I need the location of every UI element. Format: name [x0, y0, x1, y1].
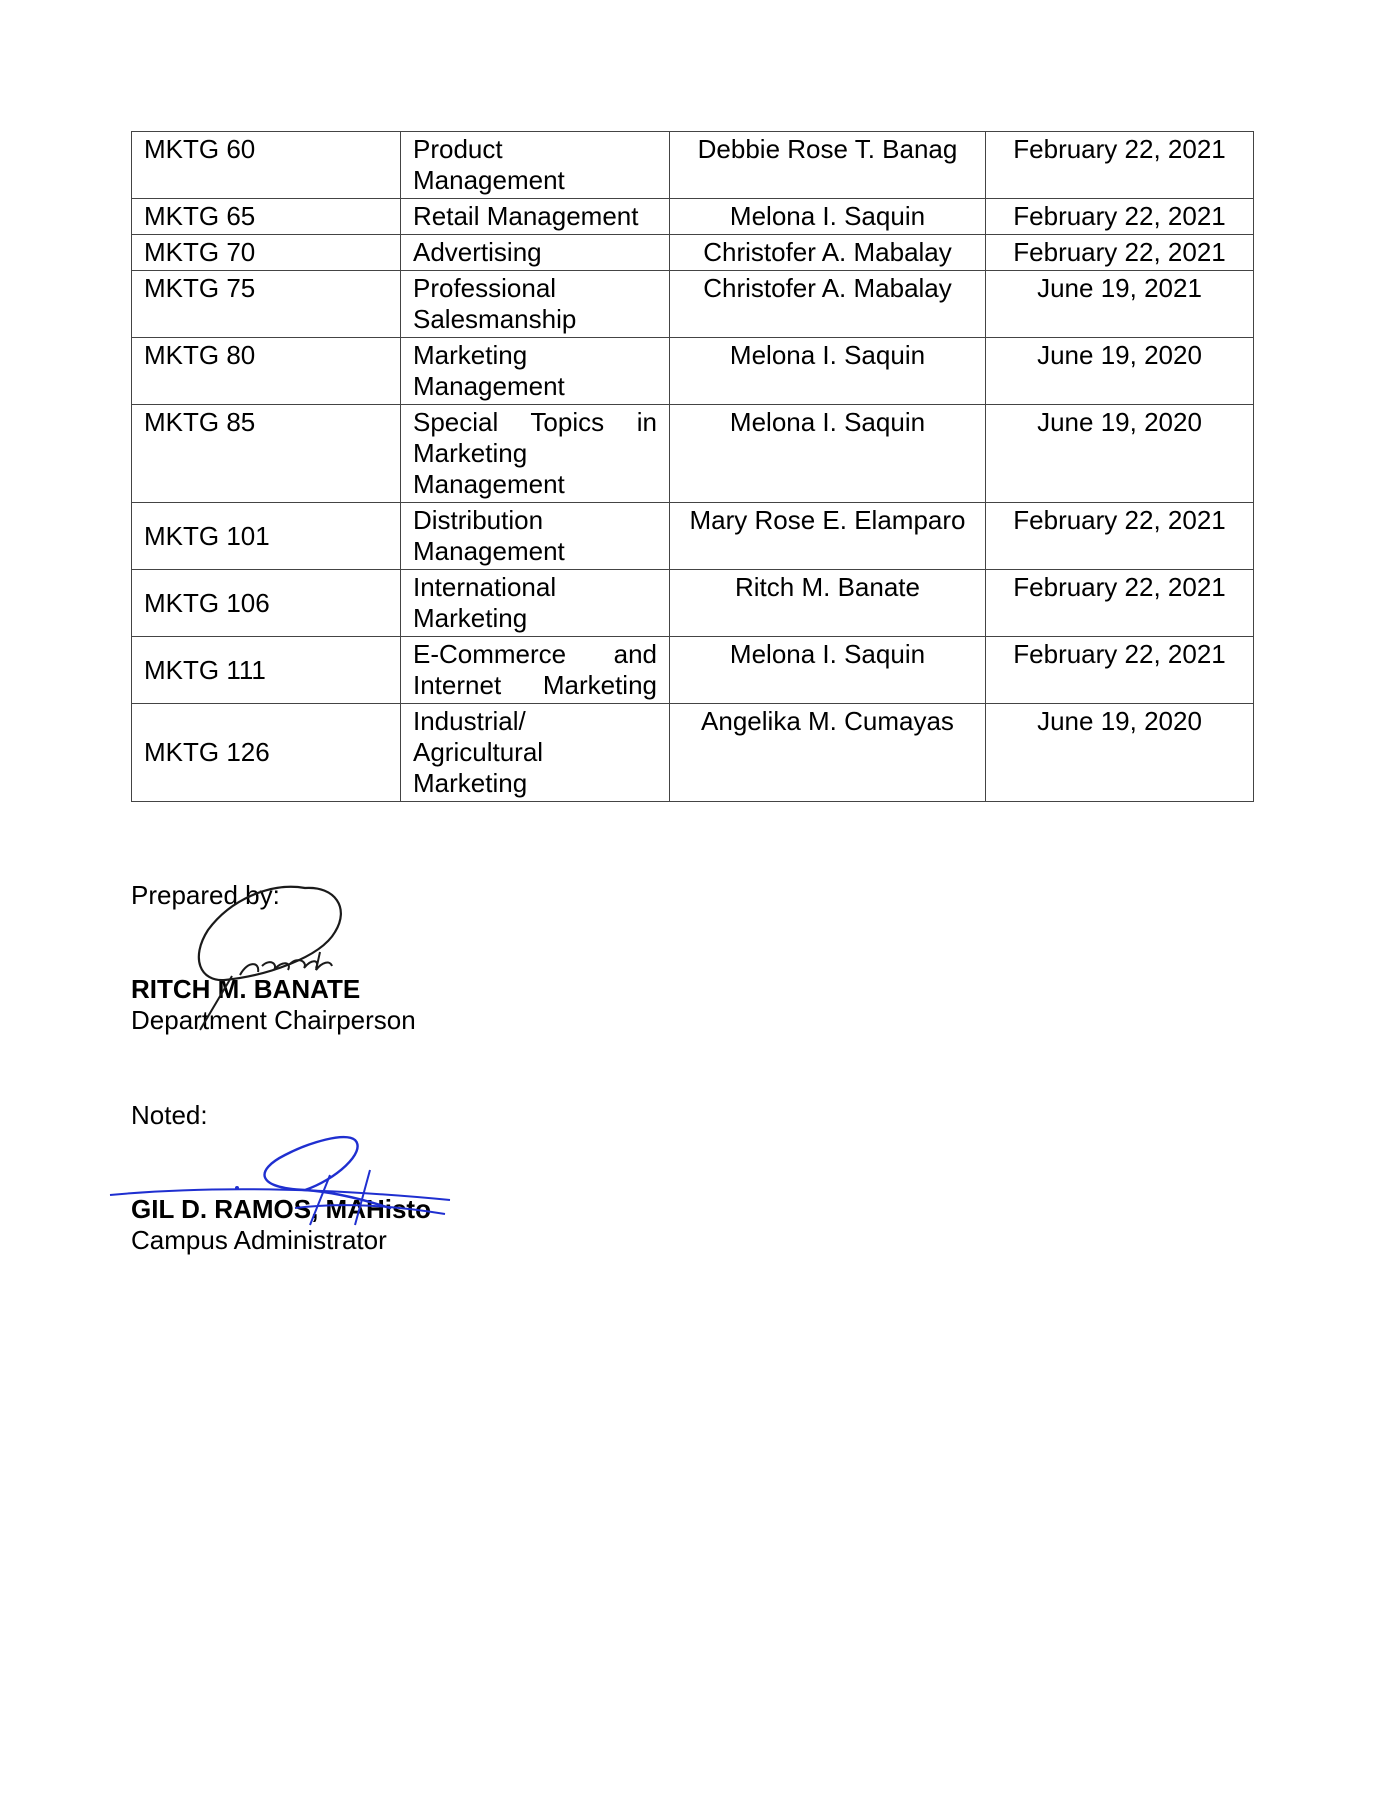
- revision-date: February 22, 2021: [986, 503, 1254, 570]
- revision-date: February 22, 2021: [986, 570, 1254, 637]
- course-title: [401, 405, 670, 503]
- instructor-name: Ritch M. Banate: [670, 570, 986, 637]
- course-title-line: Management: [413, 371, 565, 401]
- course-title-line: Salesmanship: [413, 304, 577, 334]
- revision-date: June 19, 2021: [986, 271, 1254, 338]
- course-title-line: Marketing: [413, 340, 528, 370]
- instructor-name: Christofer A. Mabalay: [670, 235, 986, 271]
- revision-date: June 19, 2020: [986, 704, 1254, 802]
- revision-date: February 22, 2021: [986, 637, 1254, 704]
- table-row: [132, 338, 1254, 405]
- instructor-name: Angelika M. Cumayas: [670, 704, 986, 802]
- instructor-name: Melona I. Saquin: [670, 637, 986, 704]
- preparer-position: Department Chairperson: [131, 1005, 416, 1035]
- instructor-name: Debbie Rose T. Banag: [670, 132, 986, 199]
- course-title-line: Marketing: [413, 603, 528, 633]
- course-title-line: Management: [413, 165, 565, 195]
- course-code: MKTG 65: [132, 199, 401, 235]
- course-title-line: Agricultural: [413, 737, 544, 767]
- course-code: MKTG 70: [132, 235, 401, 271]
- course-code: MKTG 80: [132, 338, 401, 405]
- instructor-name: Mary Rose E. Elamparo: [670, 503, 986, 570]
- table-row: [132, 570, 1254, 637]
- course-title: [401, 199, 670, 235]
- administrator-name: GIL D. RAMOS, MAHisto: [131, 1194, 431, 1224]
- instructor-name: Melona I. Saquin: [670, 405, 986, 503]
- table-row: [132, 704, 1254, 802]
- course-title: [401, 235, 670, 271]
- course-code: MKTG 101: [132, 503, 401, 570]
- course-title-line: Marketing: [413, 768, 528, 798]
- course-title: [401, 338, 670, 405]
- course-title-line: Internet Marketing: [413, 670, 657, 700]
- course-table-body: [132, 132, 1254, 802]
- course-title-line: Product: [413, 134, 503, 164]
- noted-block: [131, 1100, 431, 1256]
- instructor-name: Christofer A. Mabalay: [670, 271, 986, 338]
- table-row: [132, 271, 1254, 338]
- course-code: MKTG 85: [132, 405, 401, 503]
- course-title-line: Marketing: [413, 438, 528, 468]
- course-title-line: Advertising: [413, 237, 542, 267]
- revision-date: February 22, 2021: [986, 235, 1254, 271]
- instructor-name: Melona I. Saquin: [670, 199, 986, 235]
- table-row: [132, 199, 1254, 235]
- course-title-line: E-Commerce and: [413, 639, 657, 669]
- course-title-line: International: [413, 572, 557, 602]
- table-row: [132, 235, 1254, 271]
- course-title: [401, 570, 670, 637]
- course-code: MKTG 126: [132, 704, 401, 802]
- course-table: [131, 131, 1254, 802]
- prepared-by-block: [131, 880, 416, 1036]
- administrator-position: Campus Administrator: [131, 1225, 387, 1255]
- preparer-name: RITCH M. BANATE: [131, 974, 361, 1004]
- course-code: MKTG 60: [132, 132, 401, 199]
- course-title: [401, 132, 670, 199]
- course-title-line: Industrial/: [413, 706, 526, 736]
- table-row: [132, 637, 1254, 704]
- prepared-by-label: Prepared by:: [131, 880, 280, 910]
- course-title-line: Management: [413, 469, 565, 499]
- course-code: MKTG 111: [132, 637, 401, 704]
- course-title-line: Retail Management: [413, 201, 639, 231]
- course-title-line: Distribution: [413, 505, 544, 535]
- course-title-line: Special Topics in: [413, 407, 657, 437]
- instructor-name: Melona I. Saquin: [670, 338, 986, 405]
- table-row: [132, 132, 1254, 199]
- course-title: [401, 637, 670, 704]
- table-row: [132, 405, 1254, 503]
- course-title: [401, 271, 670, 338]
- course-code: MKTG 106: [132, 570, 401, 637]
- revision-date: June 19, 2020: [986, 405, 1254, 503]
- course-title-line: Professional: [413, 273, 557, 303]
- revision-date: February 22, 2021: [986, 132, 1254, 199]
- revision-date: June 19, 2020: [986, 338, 1254, 405]
- course-title-line: Management: [413, 536, 565, 566]
- course-title: [401, 704, 670, 802]
- table-row: [132, 503, 1254, 570]
- course-code: MKTG 75: [132, 271, 401, 338]
- noted-label: Noted:: [131, 1100, 208, 1130]
- course-title: [401, 503, 670, 570]
- revision-date: February 22, 2021: [986, 199, 1254, 235]
